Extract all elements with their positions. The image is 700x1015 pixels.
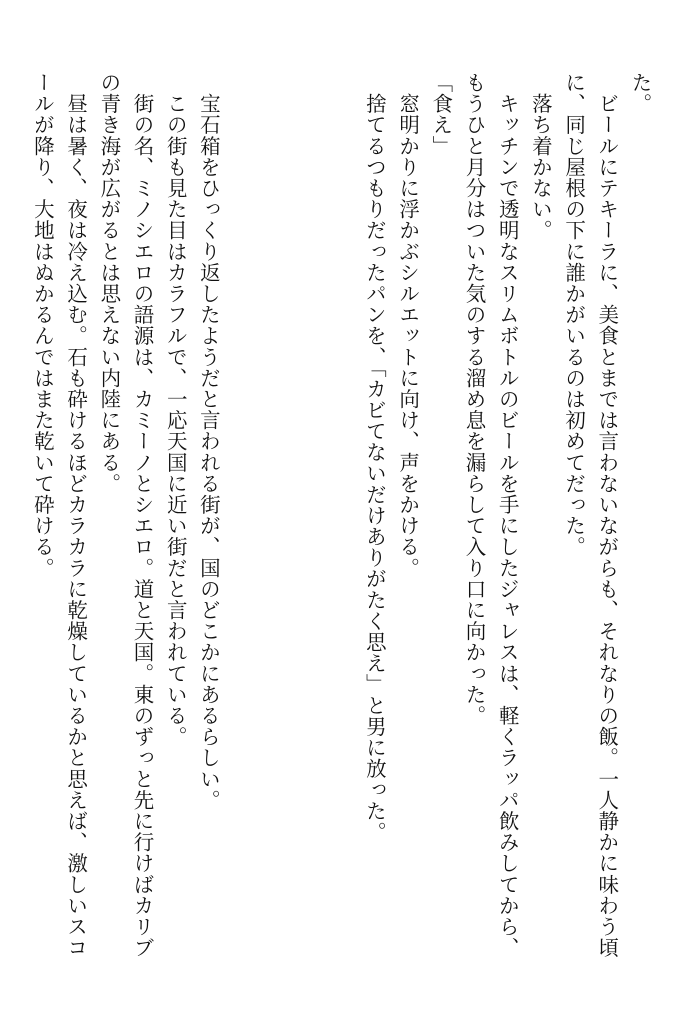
text-line: 窓明かりに浮かぶシルエットに向け、声をかける。 [395,72,420,579]
text-line: に、同じ屋根の下に誰かがいるのは初めてだった。 [561,72,586,558]
text-line: もうひと月分はついた気のする溜め息を漏らして入り口に向かった。 [461,72,486,727]
text-line: 落ち着かない。 [528,72,553,241]
text-line: キッチンで透明なスリムボトルのビールを手にしたジャレスは、軽くラッパ飲みしてから、 [495,72,520,959]
text-line: の青き海が広がるとは思えない内陸にある。 [96,72,121,494]
text-line: 「食え」 [428,72,453,157]
blank-line [291,72,324,972]
blank-line [258,72,291,972]
text-line: この街も見た目はカラフルで、一応天国に近い街だと言われている。 [163,72,188,748]
text-line: た。 [628,72,652,115]
blank-line [324,72,357,972]
text-line: ールが降り、大地はぬかるんではまた乾いて砕ける。 [30,72,55,579]
vertical-text-block [25,72,656,972]
text-line: 昼は暑く、夜は冷え込む。石も砕けるほどカラカラに乾燥しているかと思えば、激しいスコ [63,72,88,959]
text-line: ビールにテキーラに、美食とまでは言わないながらも、それなりの飯。一人静かに味わう頃 [594,72,619,959]
text-line: 街の名、ミノシエロの語源は、カミーノとシエロ。道と天国。東のずっと先に行けばカリブ [130,72,155,959]
text-line: 宝石箱をひっくり返したようだと言われる街が、国のどこかにあるらしい。 [196,72,221,811]
text-line: 捨てるつもりだったパンを、「カビてないだけありがたく思え」と男に放った。 [362,72,387,843]
blank-line [224,72,257,972]
